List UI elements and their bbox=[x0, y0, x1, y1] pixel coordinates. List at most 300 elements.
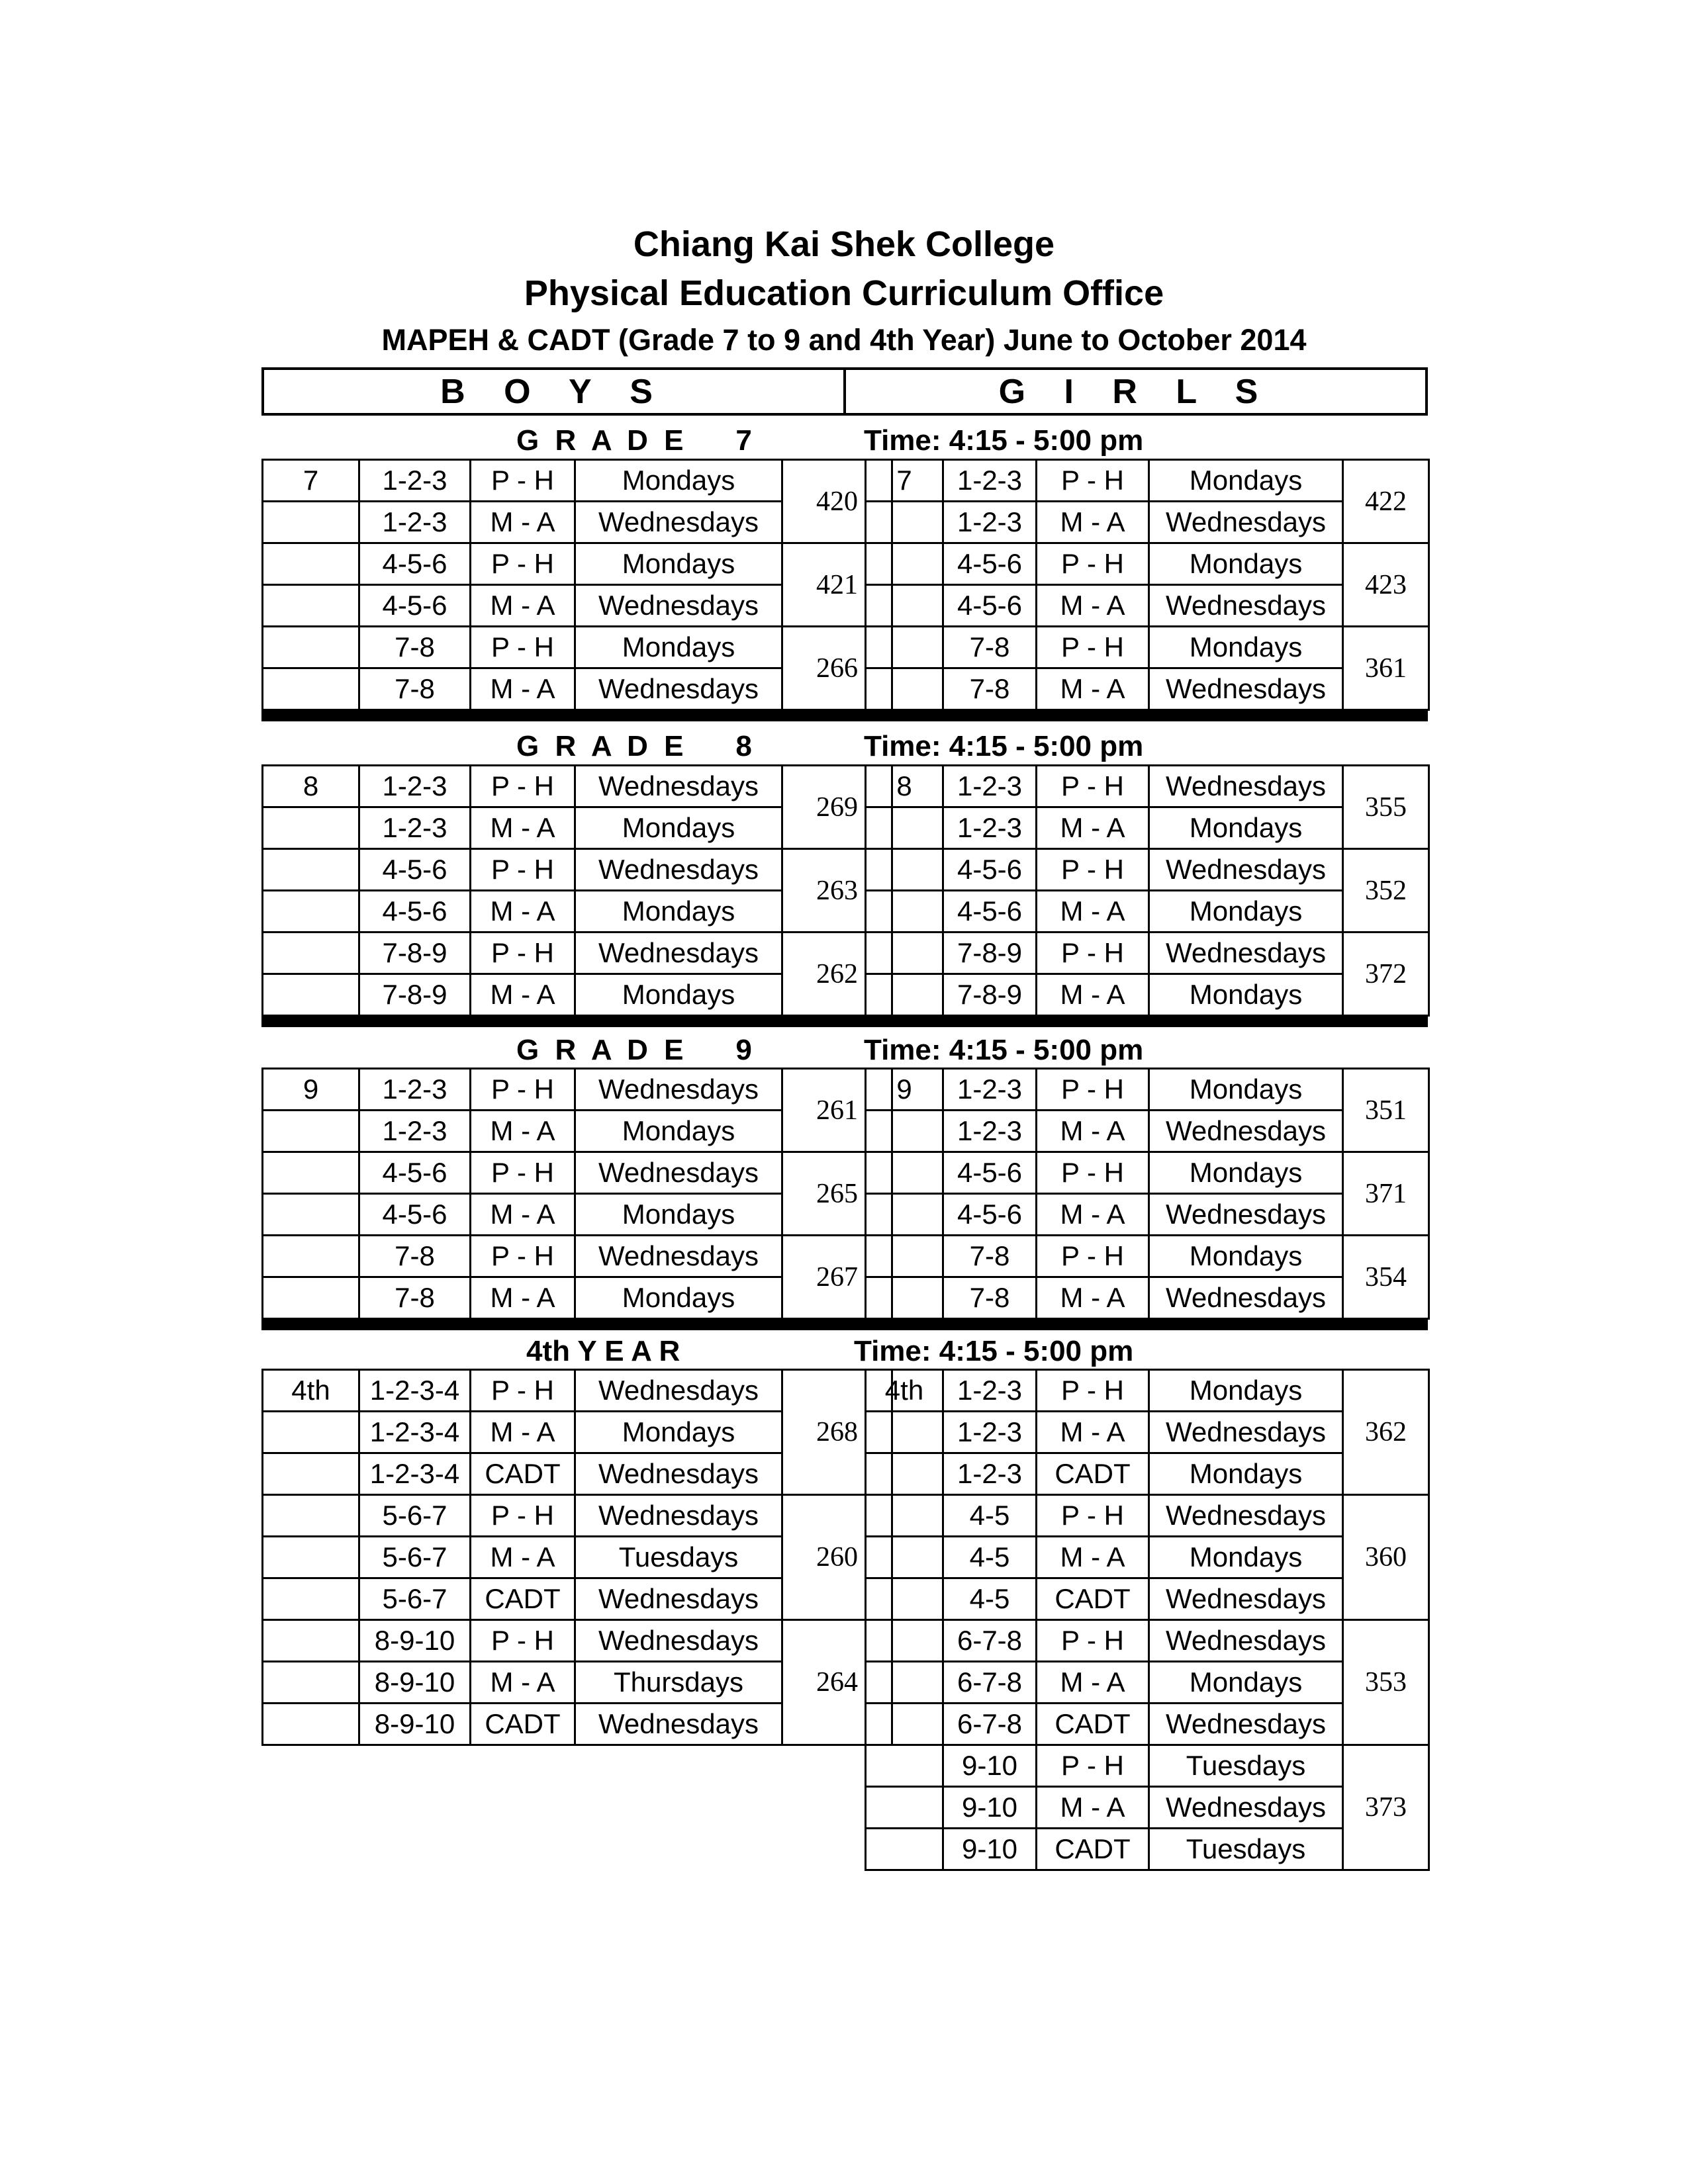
subject-cell: P - H bbox=[1037, 1620, 1149, 1662]
subject-cell: M - A bbox=[471, 974, 575, 1016]
day-cell: Mondays bbox=[1149, 1236, 1343, 1277]
section-cell: 7-8 bbox=[943, 1236, 1037, 1277]
section-divider bbox=[261, 1016, 1428, 1027]
grade-cell bbox=[263, 1277, 359, 1319]
grade-cell bbox=[263, 1578, 359, 1620]
day-cell: Mondays bbox=[575, 807, 782, 849]
section-cell: 4-5 bbox=[943, 1578, 1037, 1620]
section-cell: 1-2-3 bbox=[359, 460, 471, 502]
boys-schedule-table bbox=[261, 1369, 893, 1746]
table-row bbox=[866, 1069, 1429, 1111]
table-row bbox=[263, 933, 892, 974]
day-cell: Wednesdays bbox=[1149, 1412, 1343, 1453]
room-cell: 267 bbox=[782, 1236, 892, 1319]
room-cell: 351 bbox=[1343, 1069, 1429, 1152]
day-cell: Mondays bbox=[575, 1111, 782, 1152]
subject-cell: M - A bbox=[471, 585, 575, 627]
section-cell: 4-5 bbox=[943, 1537, 1037, 1578]
subject-cell: M - A bbox=[1037, 1277, 1149, 1319]
room-cell: 372 bbox=[1343, 933, 1429, 1016]
section-cell: 8-9-10 bbox=[359, 1704, 471, 1745]
table-row bbox=[866, 766, 1429, 807]
section-cell: 4-5-6 bbox=[359, 1194, 471, 1236]
day-cell: Mondays bbox=[1149, 1370, 1343, 1412]
day-cell: Mondays bbox=[575, 1194, 782, 1236]
grade-cell bbox=[866, 543, 943, 585]
section-cell: 7-8 bbox=[359, 1277, 471, 1319]
day-cell: Mondays bbox=[1149, 891, 1343, 933]
subject-cell: P - H bbox=[471, 849, 575, 891]
table-row bbox=[866, 1152, 1429, 1194]
table-row bbox=[866, 1745, 1429, 1787]
section-cell: 8-9-10 bbox=[359, 1662, 471, 1704]
subject-cell: P - H bbox=[471, 1370, 575, 1412]
section-cell: 1-2-3 bbox=[359, 1069, 471, 1111]
section-cell: 1-2-3 bbox=[943, 1069, 1037, 1111]
grade-cell bbox=[263, 668, 359, 710]
subject-cell: P - H bbox=[471, 1069, 575, 1111]
section-cell: 4-5-6 bbox=[359, 585, 471, 627]
section-cell: 1-2-3 bbox=[943, 1412, 1037, 1453]
day-cell: Wednesdays bbox=[1149, 933, 1343, 974]
room-cell: 355 bbox=[1343, 766, 1429, 849]
day-cell: Tuesdays bbox=[1149, 1829, 1343, 1870]
day-cell: Thursdays bbox=[575, 1662, 782, 1704]
day-cell: Mondays bbox=[1149, 1069, 1343, 1111]
table-row bbox=[263, 1236, 892, 1277]
section-cell: 4-5-6 bbox=[359, 891, 471, 933]
grade-cell bbox=[866, 891, 943, 933]
grade-cell bbox=[866, 1194, 943, 1236]
grade-cell bbox=[866, 974, 943, 1016]
grade-cell bbox=[866, 1662, 943, 1704]
section-cell: 1-2-3 bbox=[943, 1453, 1037, 1495]
girls-header: G I R L S bbox=[998, 372, 1273, 411]
section-cell: 7-8 bbox=[359, 668, 471, 710]
grade-cell bbox=[866, 1236, 943, 1277]
room-cell: 420 bbox=[782, 460, 892, 543]
subject-cell: P - H bbox=[1037, 1495, 1149, 1537]
grade-cell: 4th bbox=[866, 1370, 943, 1412]
subject-cell: P - H bbox=[471, 627, 575, 668]
boys-header: B O Y S bbox=[264, 370, 846, 413]
grade-cell bbox=[866, 1152, 943, 1194]
grade-cell bbox=[263, 807, 359, 849]
grade-cell bbox=[866, 1412, 943, 1453]
table-row bbox=[866, 1620, 1429, 1662]
grade-cell bbox=[263, 1194, 359, 1236]
room-cell: 423 bbox=[1343, 543, 1429, 627]
section-label: G R A D E 8 bbox=[516, 730, 756, 762]
day-cell: Mondays bbox=[1149, 1662, 1343, 1704]
grade-cell bbox=[866, 807, 943, 849]
subject-cell: M - A bbox=[471, 502, 575, 543]
section-cell: 1-2-3-4 bbox=[359, 1453, 471, 1495]
section-cell: 1-2-3-4 bbox=[359, 1370, 471, 1412]
table-row bbox=[866, 1236, 1429, 1277]
grade-cell bbox=[263, 933, 359, 974]
section-label: 4th Y E A R bbox=[526, 1335, 680, 1367]
day-cell: Wednesdays bbox=[1149, 1111, 1343, 1152]
subject-cell: M - A bbox=[1037, 1787, 1149, 1829]
day-cell: Wednesdays bbox=[575, 1578, 782, 1620]
day-cell: Mondays bbox=[575, 1412, 782, 1453]
day-cell: Mondays bbox=[1149, 1152, 1343, 1194]
subject-cell: P - H bbox=[1037, 460, 1149, 502]
section-cell: 1-2-3 bbox=[359, 502, 471, 543]
day-cell: Wednesdays bbox=[575, 1370, 782, 1412]
subject-cell: M - A bbox=[1037, 1412, 1149, 1453]
room-cell: 362 bbox=[1343, 1370, 1429, 1495]
section-cell: 4-5-6 bbox=[359, 543, 471, 585]
subject-cell: P - H bbox=[1037, 627, 1149, 668]
boys-schedule-table bbox=[261, 1068, 893, 1320]
table-row bbox=[866, 849, 1429, 891]
section-time: Time: 4:15 - 5:00 pm bbox=[864, 1034, 1144, 1066]
section-divider bbox=[261, 710, 1428, 721]
section-cell: 7-8-9 bbox=[943, 933, 1037, 974]
section-cell: 7-8 bbox=[943, 668, 1037, 710]
section-cell: 1-2-3 bbox=[359, 766, 471, 807]
table-row bbox=[263, 543, 892, 585]
day-cell: Mondays bbox=[1149, 974, 1343, 1016]
grade-cell bbox=[866, 1277, 943, 1319]
grade-cell bbox=[263, 1620, 359, 1662]
subject-cell: M - A bbox=[1037, 974, 1149, 1016]
grade-cell bbox=[866, 1704, 943, 1745]
room-cell: 260 bbox=[782, 1495, 892, 1620]
grade-cell bbox=[866, 502, 943, 543]
subject-cell: CADT bbox=[1037, 1704, 1149, 1745]
grade-cell bbox=[263, 1704, 359, 1745]
subject-cell: M - A bbox=[471, 1412, 575, 1453]
day-cell: Wednesdays bbox=[575, 1152, 782, 1194]
day-cell: Wednesdays bbox=[575, 1453, 782, 1495]
girls-schedule-table bbox=[865, 764, 1430, 1017]
grade-cell bbox=[866, 668, 943, 710]
subject-cell: P - H bbox=[1037, 543, 1149, 585]
subject-cell: M - A bbox=[471, 1277, 575, 1319]
section-cell: 6-7-8 bbox=[943, 1620, 1037, 1662]
subject-cell: M - A bbox=[471, 891, 575, 933]
subject-cell: P - H bbox=[1037, 1236, 1149, 1277]
day-cell: Mondays bbox=[1149, 1453, 1343, 1495]
section-cell: 7-8 bbox=[943, 627, 1037, 668]
room-cell: 263 bbox=[782, 849, 892, 933]
section-cell: 7-8 bbox=[943, 1277, 1037, 1319]
grade-cell bbox=[866, 1453, 943, 1495]
grade-cell bbox=[263, 1111, 359, 1152]
girls-schedule-table bbox=[865, 1369, 1430, 1871]
day-cell: Mondays bbox=[1149, 543, 1343, 585]
day-cell: Mondays bbox=[1149, 807, 1343, 849]
subject-cell: P - H bbox=[1037, 1745, 1149, 1787]
subject-cell: M - A bbox=[471, 807, 575, 849]
section-cell: 7-8-9 bbox=[359, 933, 471, 974]
office-title: Physical Education Curriculum Office bbox=[524, 273, 1164, 313]
section-cell: 5-6-7 bbox=[359, 1578, 471, 1620]
section-cell: 9-10 bbox=[943, 1745, 1037, 1787]
day-cell: Wednesdays bbox=[575, 933, 782, 974]
day-cell: Wednesdays bbox=[575, 1236, 782, 1277]
section-cell: 1-2-3 bbox=[943, 502, 1037, 543]
section-cell: 1-2-3-4 bbox=[359, 1412, 471, 1453]
grade-cell: 8 bbox=[263, 766, 359, 807]
grade-cell bbox=[263, 502, 359, 543]
subject-cell: M - A bbox=[1037, 1111, 1149, 1152]
table-row bbox=[263, 460, 892, 502]
grade-cell bbox=[263, 627, 359, 668]
grade-cell bbox=[866, 1829, 943, 1870]
subject-cell: P - H bbox=[471, 543, 575, 585]
grade-cell bbox=[263, 1152, 359, 1194]
day-cell: Mondays bbox=[1149, 1537, 1343, 1578]
grade-cell bbox=[263, 1662, 359, 1704]
day-cell: Wednesdays bbox=[1149, 1495, 1343, 1537]
room-cell: 261 bbox=[782, 1069, 892, 1152]
subject-cell: M - A bbox=[471, 1662, 575, 1704]
day-cell: Wednesdays bbox=[1149, 1704, 1343, 1745]
subject-cell: M - A bbox=[1037, 1662, 1149, 1704]
boys-schedule-table bbox=[261, 459, 893, 711]
section-time: Time: 4:15 - 5:00 pm bbox=[854, 1335, 1134, 1367]
subject-cell: P - H bbox=[471, 933, 575, 974]
grade-cell: 7 bbox=[263, 460, 359, 502]
room-cell: 353 bbox=[1343, 1620, 1429, 1745]
grade-cell bbox=[263, 1412, 359, 1453]
girls-schedule-table bbox=[865, 1068, 1430, 1320]
day-cell: Wednesdays bbox=[1149, 1277, 1343, 1319]
section-cell: 1-2-3 bbox=[943, 807, 1037, 849]
section-cell: 4-5 bbox=[943, 1495, 1037, 1537]
grade-cell bbox=[866, 1537, 943, 1578]
grade-cell bbox=[263, 1537, 359, 1578]
gender-header bbox=[261, 367, 1428, 416]
section-cell: 6-7-8 bbox=[943, 1662, 1037, 1704]
grade-cell: 4th bbox=[263, 1370, 359, 1412]
section-cell: 1-2-3 bbox=[943, 1370, 1037, 1412]
day-cell: Mondays bbox=[575, 974, 782, 1016]
section-cell: 1-2-3 bbox=[359, 807, 471, 849]
grade-cell: 9 bbox=[866, 1069, 943, 1111]
room-cell: 266 bbox=[782, 627, 892, 710]
section-cell: 9-10 bbox=[943, 1829, 1037, 1870]
room-cell: 354 bbox=[1343, 1236, 1429, 1319]
section-cell: 8-9-10 bbox=[359, 1620, 471, 1662]
subject-cell: M - A bbox=[1037, 585, 1149, 627]
day-cell: Wednesdays bbox=[575, 766, 782, 807]
subject-cell: M - A bbox=[1037, 668, 1149, 710]
room-cell: 373 bbox=[1343, 1745, 1429, 1870]
boys-schedule-table bbox=[261, 764, 893, 1017]
grade-cell bbox=[866, 1620, 943, 1662]
subject-cell: M - A bbox=[471, 668, 575, 710]
section-cell: 7-8 bbox=[359, 1236, 471, 1277]
table-row bbox=[263, 766, 892, 807]
grade-cell bbox=[866, 1578, 943, 1620]
table-row bbox=[263, 627, 892, 668]
section-cell: 5-6-7 bbox=[359, 1495, 471, 1537]
subject-cell: M - A bbox=[1037, 502, 1149, 543]
subject-cell: M - A bbox=[471, 1194, 575, 1236]
table-row bbox=[263, 1069, 892, 1111]
day-cell: Wednesdays bbox=[575, 585, 782, 627]
section-cell: 7-8-9 bbox=[359, 974, 471, 1016]
room-cell: 361 bbox=[1343, 627, 1429, 710]
section-cell: 4-5-6 bbox=[943, 891, 1037, 933]
section-label: G R A D E 7 bbox=[516, 424, 756, 457]
day-cell: Wednesdays bbox=[575, 1069, 782, 1111]
day-cell: Wednesdays bbox=[1149, 1578, 1343, 1620]
subject-cell: M - A bbox=[1037, 1537, 1149, 1578]
grade-cell bbox=[263, 891, 359, 933]
section-cell: 9-10 bbox=[943, 1787, 1037, 1829]
room-cell: 422 bbox=[1343, 460, 1429, 543]
subject-cell: P - H bbox=[1037, 1152, 1149, 1194]
grade-cell bbox=[263, 849, 359, 891]
subject-cell: P - H bbox=[471, 1495, 575, 1537]
subject-cell: P - H bbox=[1037, 766, 1149, 807]
girls-schedule-table bbox=[865, 459, 1430, 711]
day-cell: Tuesdays bbox=[1149, 1745, 1343, 1787]
day-cell: Wednesdays bbox=[1149, 502, 1343, 543]
day-cell: Wednesdays bbox=[575, 1704, 782, 1745]
day-cell: Mondays bbox=[1149, 460, 1343, 502]
grade-cell bbox=[263, 1236, 359, 1277]
subject-cell: P - H bbox=[1037, 849, 1149, 891]
subject-cell: CADT bbox=[471, 1578, 575, 1620]
section-cell: 4-5-6 bbox=[943, 585, 1037, 627]
table-row bbox=[866, 1370, 1429, 1412]
subject-cell: M - A bbox=[471, 1537, 575, 1578]
section-cell: 4-5-6 bbox=[359, 849, 471, 891]
section-cell: 5-6-7 bbox=[359, 1537, 471, 1578]
schedule-subtitle: MAPEH & CADT (Grade 7 to 9 and 4th Year) June to October 2014 bbox=[381, 323, 1307, 357]
subject-cell: P - H bbox=[1037, 933, 1149, 974]
section-cell: 1-2-3 bbox=[943, 766, 1037, 807]
section-cell: 1-2-3 bbox=[943, 1111, 1037, 1152]
subject-cell: M - A bbox=[1037, 807, 1149, 849]
day-cell: Mondays bbox=[575, 460, 782, 502]
grade-cell: 8 bbox=[866, 766, 943, 807]
table-row bbox=[866, 933, 1429, 974]
room-cell: 371 bbox=[1343, 1152, 1429, 1236]
day-cell: Wednesdays bbox=[1149, 1787, 1343, 1829]
room-cell: 269 bbox=[782, 766, 892, 849]
day-cell: Mondays bbox=[575, 1277, 782, 1319]
table-row bbox=[866, 1495, 1429, 1537]
college-title: Chiang Kai Shek College bbox=[633, 224, 1055, 264]
grade-cell bbox=[263, 585, 359, 627]
grade-cell bbox=[866, 585, 943, 627]
grade-cell: 9 bbox=[263, 1069, 359, 1111]
section-cell: 4-5-6 bbox=[943, 1194, 1037, 1236]
day-cell: Wednesdays bbox=[575, 1620, 782, 1662]
section-cell: 7-8-9 bbox=[943, 974, 1037, 1016]
room-cell: 352 bbox=[1343, 849, 1429, 933]
subject-cell: M - A bbox=[471, 1111, 575, 1152]
section-cell: 7-8 bbox=[359, 627, 471, 668]
room-cell: 265 bbox=[782, 1152, 892, 1236]
subject-cell: M - A bbox=[1037, 891, 1149, 933]
table-row bbox=[263, 849, 892, 891]
day-cell: Mondays bbox=[575, 891, 782, 933]
section-cell: 4-5-6 bbox=[943, 849, 1037, 891]
section-time: Time: 4:15 - 5:00 pm bbox=[864, 424, 1144, 457]
subject-cell: P - H bbox=[471, 1236, 575, 1277]
table-row bbox=[866, 460, 1429, 502]
room-cell: 421 bbox=[782, 543, 892, 627]
room-cell: 262 bbox=[782, 933, 892, 1016]
day-cell: Mondays bbox=[1149, 627, 1343, 668]
subject-cell: P - H bbox=[471, 1152, 575, 1194]
section-time: Time: 4:15 - 5:00 pm bbox=[864, 730, 1144, 762]
day-cell: Wednesdays bbox=[575, 1495, 782, 1537]
section-label: G R A D E 9 bbox=[516, 1034, 756, 1066]
grade-cell bbox=[263, 1495, 359, 1537]
table-row bbox=[263, 1152, 892, 1194]
section-cell: 4-5-6 bbox=[359, 1152, 471, 1194]
subject-cell: P - H bbox=[471, 766, 575, 807]
grade-cell bbox=[866, 627, 943, 668]
day-cell: Wednesdays bbox=[1149, 1620, 1343, 1662]
grade-cell bbox=[866, 849, 943, 891]
grade-cell bbox=[866, 1495, 943, 1537]
day-cell: Tuesdays bbox=[575, 1537, 782, 1578]
section-cell: 4-5-6 bbox=[943, 1152, 1037, 1194]
day-cell: Mondays bbox=[575, 543, 782, 585]
subject-cell: CADT bbox=[1037, 1578, 1149, 1620]
table-row bbox=[263, 1370, 892, 1412]
grade-cell bbox=[866, 1745, 943, 1787]
day-cell: Wednesdays bbox=[575, 849, 782, 891]
subject-cell: M - A bbox=[1037, 1194, 1149, 1236]
table-row bbox=[263, 1620, 892, 1662]
section-cell: 6-7-8 bbox=[943, 1704, 1037, 1745]
subject-cell: CADT bbox=[471, 1453, 575, 1495]
day-cell: Wednesdays bbox=[575, 668, 782, 710]
day-cell: Mondays bbox=[575, 627, 782, 668]
day-cell: Wednesdays bbox=[1149, 766, 1343, 807]
subject-cell: P - H bbox=[1037, 1069, 1149, 1111]
grade-cell bbox=[866, 1111, 943, 1152]
subject-cell: CADT bbox=[1037, 1829, 1149, 1870]
grade-cell: 7 bbox=[866, 460, 943, 502]
day-cell: Wednesdays bbox=[575, 502, 782, 543]
room-cell: 268 bbox=[782, 1370, 892, 1495]
room-cell: 360 bbox=[1343, 1495, 1429, 1620]
section-divider bbox=[261, 1319, 1428, 1330]
day-cell: Wednesdays bbox=[1149, 849, 1343, 891]
grade-cell bbox=[866, 1787, 943, 1829]
section-cell: 1-2-3 bbox=[943, 460, 1037, 502]
room-cell: 264 bbox=[782, 1620, 892, 1745]
subject-cell: P - H bbox=[471, 460, 575, 502]
day-cell: Wednesdays bbox=[1149, 585, 1343, 627]
table-row bbox=[263, 1495, 892, 1537]
day-cell: Wednesdays bbox=[1149, 668, 1343, 710]
subject-cell: CADT bbox=[471, 1704, 575, 1745]
day-cell: Wednesdays bbox=[1149, 1194, 1343, 1236]
subject-cell: P - H bbox=[471, 1620, 575, 1662]
grade-cell bbox=[866, 933, 943, 974]
section-cell: 4-5-6 bbox=[943, 543, 1037, 585]
subject-cell: P - H bbox=[1037, 1370, 1149, 1412]
grade-cell bbox=[263, 543, 359, 585]
table-row bbox=[866, 543, 1429, 585]
table-row bbox=[866, 627, 1429, 668]
subject-cell: CADT bbox=[1037, 1453, 1149, 1495]
